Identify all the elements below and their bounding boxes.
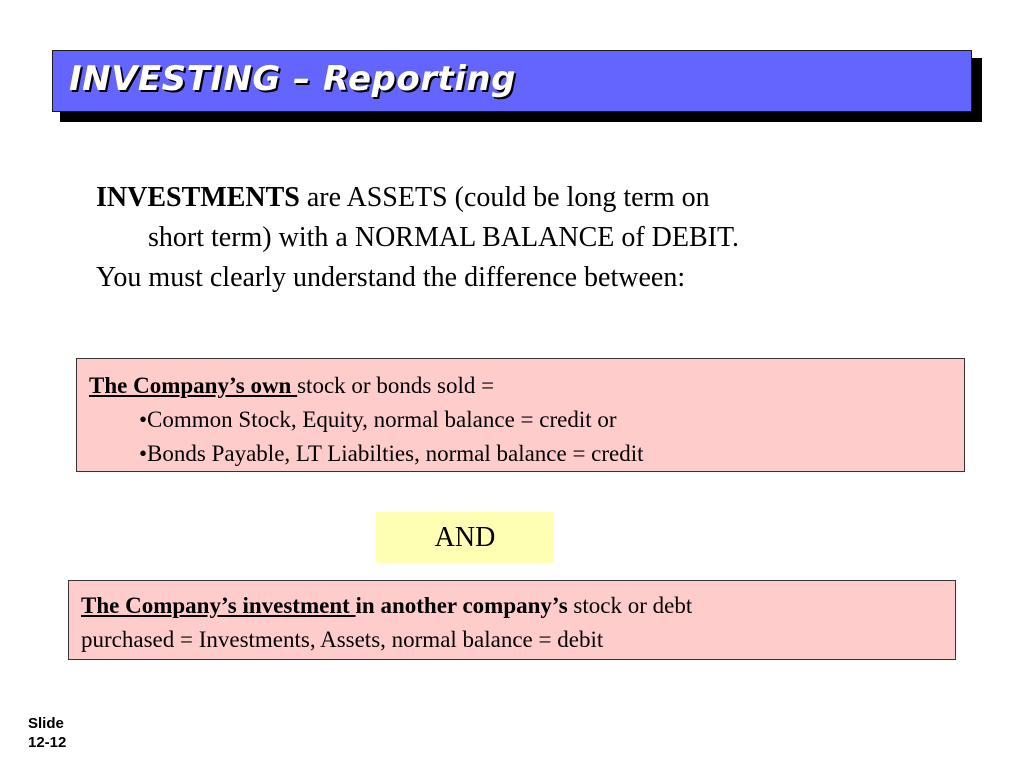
own-stock-heading-rest: stock or bonds sold = bbox=[297, 373, 495, 398]
investment-line-1-rest: stock or debt bbox=[567, 593, 693, 618]
own-stock-box bbox=[76, 358, 965, 472]
slide-number bbox=[28, 714, 66, 752]
intro-line-3: You must clearly understand the difference between: bbox=[96, 262, 686, 293]
intro-text bbox=[96, 178, 956, 298]
intro-line-2: short term) with a NORMAL BALANCE of DEBIT. bbox=[148, 222, 740, 253]
investments-term: INVESTMENTS bbox=[96, 182, 300, 213]
slide-label: Slide bbox=[28, 715, 64, 732]
own-stock-heading-bold: The Company’s own bbox=[89, 373, 298, 398]
investment-box bbox=[68, 580, 956, 660]
investment-heading-continued: in another company’s bbox=[355, 593, 568, 618]
and-label: AND bbox=[376, 512, 554, 563]
bullet-bonds-payable: •Bonds Payable, LT Liabilties, normal balance = credit bbox=[139, 441, 644, 466]
investment-heading-bold: The Company’s investment bbox=[81, 593, 356, 618]
own-stock-heading bbox=[89, 369, 964, 403]
intro-line-1-rest: are ASSETS (could be long term on bbox=[299, 182, 710, 213]
bullet-common-stock: •Common Stock, Equity, normal balance = credit or bbox=[139, 407, 617, 432]
intro-line-1 bbox=[96, 178, 956, 218]
slide-number-value: 12-12 bbox=[28, 734, 67, 751]
slide-title: INVESTING – Reporting bbox=[69, 59, 516, 99]
title-banner bbox=[52, 50, 972, 112]
investment-line-1 bbox=[81, 589, 955, 623]
investment-line-2: purchased = Investments, Assets, normal balance = debit bbox=[81, 627, 604, 652]
